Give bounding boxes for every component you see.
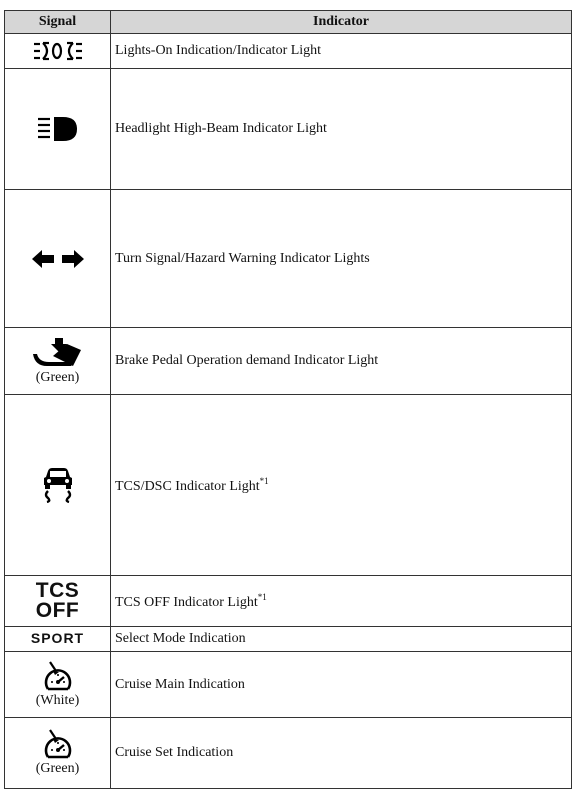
indicator-label: TCS OFF Indicator Light [115,594,258,610]
sport-icon: SPORT [30,630,85,646]
signal-cell [5,395,111,576]
signal-cell [5,328,111,395]
indicator-label: Headlight High-Beam Indicator Light [115,121,327,136]
color-caption: (Green) [35,761,80,776]
table-row [5,328,572,395]
indicator-cell [111,69,572,190]
cruise-set-icon [42,729,74,761]
high-beam-icon [37,116,79,142]
indicator-cell [111,34,572,69]
indicator-cell [111,328,572,395]
table-row [5,652,572,718]
tcs-icon-text: TCS [35,578,80,602]
off-icon-text: OFF [35,598,80,622]
turn-signal-arrows-icon [32,249,84,269]
indicator-cell [111,395,572,576]
table-row [5,627,572,652]
table-row [5,395,572,576]
signal-cell [5,627,111,652]
table-row [5,576,572,627]
indicator-cell [111,576,572,627]
indicator-column-header: Indicator [111,11,572,34]
table-row [5,34,572,69]
indicator-cell [111,718,572,789]
tcs-off-icon [35,578,80,622]
table-header-row [5,11,572,34]
brake-pedal-icon [31,336,85,370]
table-row [5,190,572,328]
indicator-label: Select Mode Indication [115,631,246,646]
lights-on-icon [33,41,83,61]
color-caption: (Green) [35,370,80,385]
signal-cell [5,69,111,190]
signal-cell [5,576,111,627]
indicator-cell [111,190,572,328]
color-caption: (White) [35,692,80,708]
signal-cell [5,718,111,789]
indicator-label: Cruise Set Indication [115,745,234,760]
indicator-table [4,10,572,789]
signal-cell [5,652,111,718]
cruise-main-icon [42,661,74,693]
indicator-label: Cruise Main Indication [115,676,245,692]
signal-cell [5,190,111,328]
indicator-label: TCS/DSC Indicator Light [115,478,260,494]
signal-column-header: Signal [5,11,111,34]
indicator-cell [111,652,572,718]
indicator-cell [111,627,572,652]
table-row [5,69,572,190]
table-row [5,718,572,789]
footnote-marker: *1 [257,591,267,602]
footnote-marker: *1 [259,475,269,486]
signal-cell [5,34,111,69]
indicator-label: Brake Pedal Operation demand Indicator Light [115,353,379,368]
tcs-dsc-skid-car-icon [42,467,74,503]
indicator-label: Lights-On Indication/Indicator Light [115,43,322,58]
indicator-label: Turn Signal/Hazard Warning Indicator Lights [115,250,370,266]
